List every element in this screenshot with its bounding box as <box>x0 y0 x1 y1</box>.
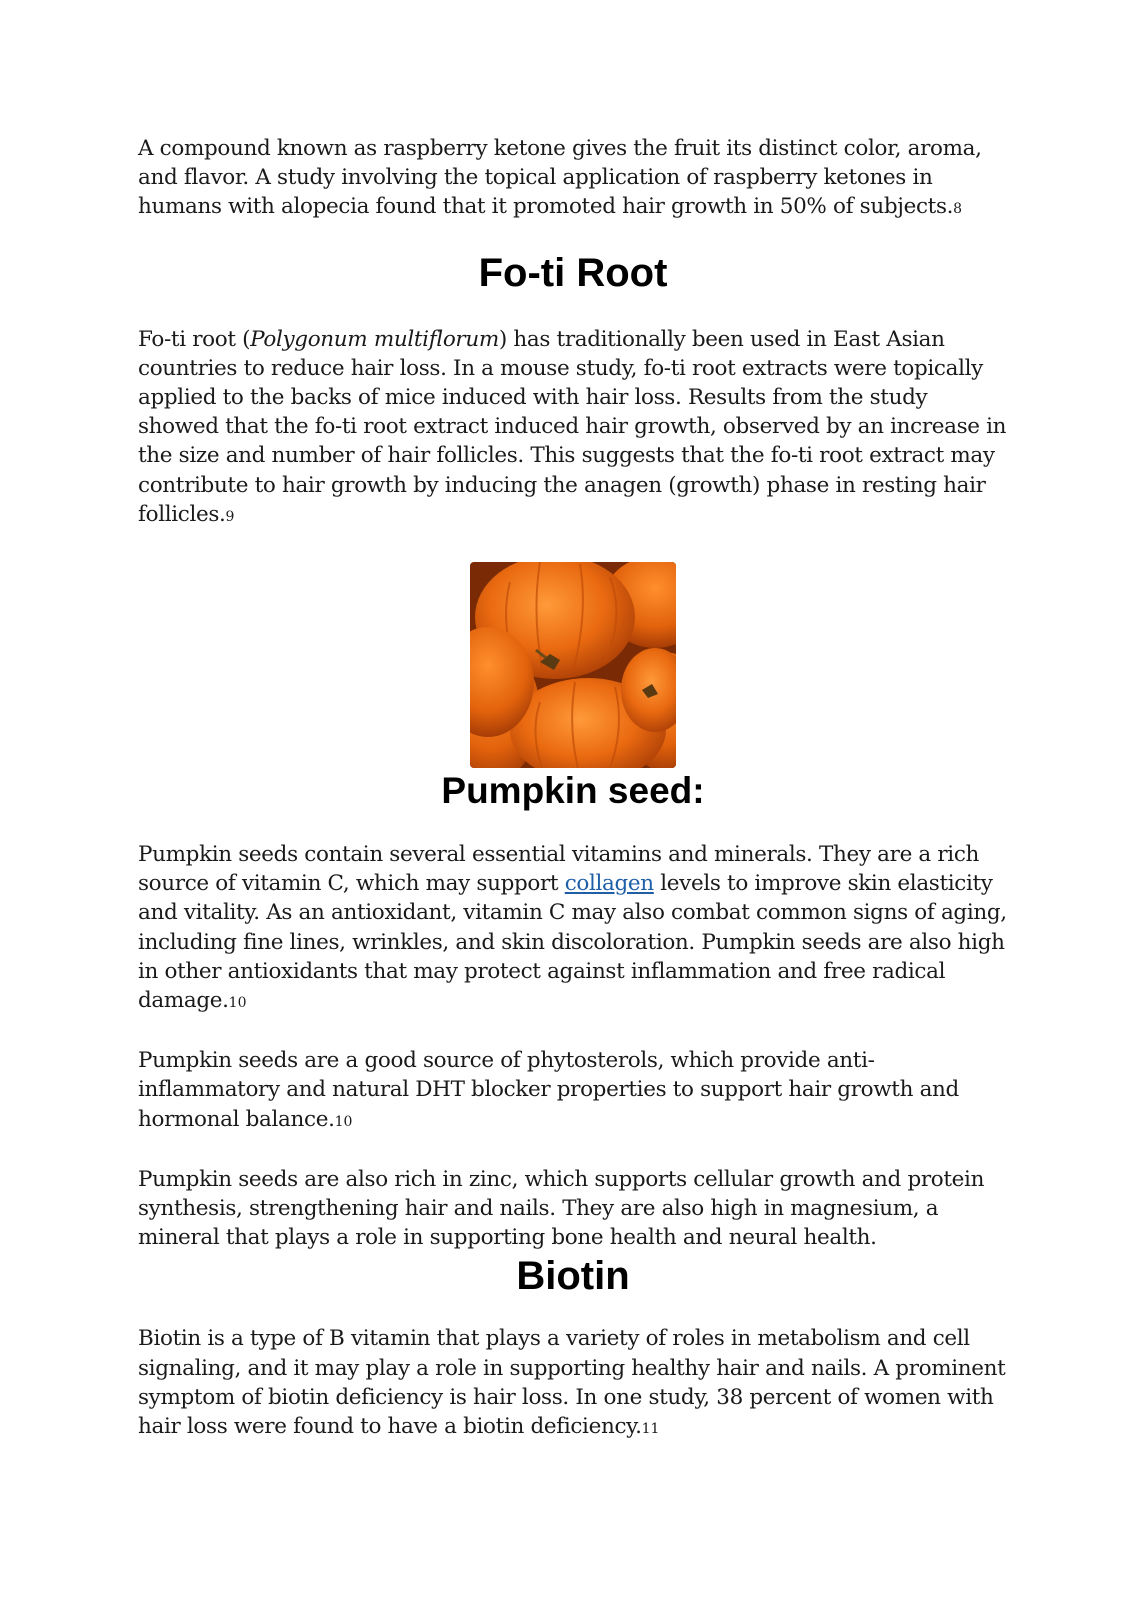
pumpkin-p1-start: Pumpkin seeds contain several essential vitamins and minerals. They are a rich source of vitamin C, which may support <box>138 842 980 897</box>
collagen-link[interactable]: collagen <box>564 871 654 897</box>
pumpkin-seed-heading: Pumpkin seed: <box>441 770 705 812</box>
pumpkins-illustration <box>470 562 676 768</box>
foti-text-start: Fo-ti root ( <box>138 326 251 352</box>
reference-10a: 10 <box>228 995 247 1012</box>
pumpkin-p1-rest: levels to improve skin elasticity and vitality. As an antioxidant, vitamin C may also combat common signs of aging, including fine lines, wrinkles, and skin discoloration. Pumpkin seeds are also high in other antioxidants that may protect against inflammation and free radical damage. <box>138 871 1007 1014</box>
intro-paragraph <box>138 134 1008 225</box>
pumpkin-p3-text: Pumpkin seeds are also rich in zinc, which supports cellular growth and protein synthesis, strengthening hair and nails. They are also high in magnesium, a mineral that plays a role in supporting bone health and neural health. <box>138 1166 985 1251</box>
pumpkin-p2-text: Pumpkin seeds are a good source of phytosterols, which provide anti-inflammatory and natural DHT blocker properties to support hair growth and hormonal balance. <box>138 1048 959 1132</box>
intro-text: A compound known as raspberry ketone gives the fruit its distinct color, aroma, and flavor. A study involving the topical application of raspberry ketones in humans with alopecia found that it promoted hair growth in 50% of subjects. <box>138 136 982 220</box>
foti-text-rest: ) has traditionally been used in East Asian countries to reduce hair loss. In a mouse study, fo-ti root extracts were topically applied to the backs of mice induced with hair loss. Results from the study showed that the fo-ti root extract induced hair growth, observed by an increase in the size and number of hair follicles. This suggests that the fo-ti root extract may contribute to hair growth by inducing the anagen (growth) phase in resting hair follicles. <box>138 326 1007 527</box>
biotin-heading: Biotin <box>516 1254 630 1299</box>
biotin-paragraph <box>138 1324 1008 1444</box>
biotin-text: Biotin is a type of B vitamin that plays a variety of roles in metabolism and cell signaling, and it may play a role in supporting healthy hair and nails. A prominent symptom of biotin deficiency is hair loss. In one study, 38 percent of women with hair loss were found to have a biotin deficiency. <box>138 1326 1006 1440</box>
reference-10b: 10 <box>334 1113 353 1130</box>
foti-root-heading: Fo-ti Root <box>478 250 668 295</box>
pumpkins-image <box>470 562 676 768</box>
pumpkin-paragraph-3 <box>138 1165 1008 1253</box>
document-page <box>138 134 1008 1444</box>
pumpkin-paragraph-2 <box>138 1046 1008 1137</box>
pumpkin-paragraph-1 <box>138 840 1008 1018</box>
foti-latin-name: Polygonum multiflorum <box>250 326 499 352</box>
foti-root-paragraph <box>138 325 1008 532</box>
reference-9: 9 <box>225 508 235 525</box>
reference-8: 8 <box>953 201 963 218</box>
reference-11: 11 <box>641 1421 660 1438</box>
